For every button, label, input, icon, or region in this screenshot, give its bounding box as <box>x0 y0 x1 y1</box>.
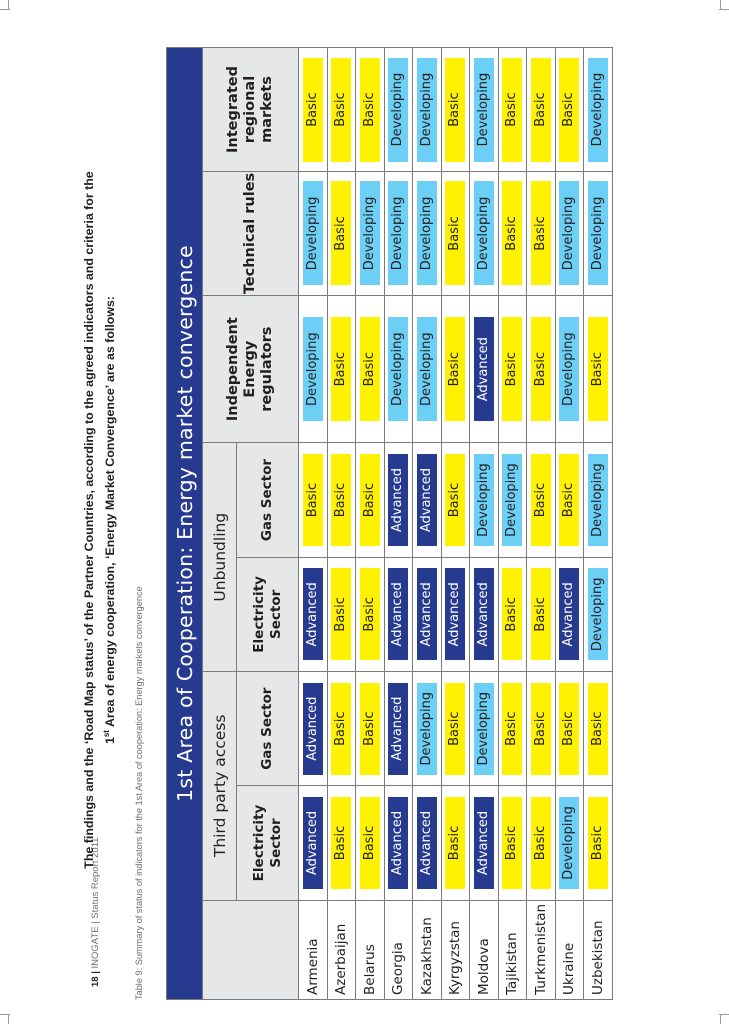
status-badge: Advanced <box>388 683 408 775</box>
status-cell <box>384 295 413 442</box>
status-cell <box>527 48 556 172</box>
status-cell <box>384 786 413 900</box>
status-cell <box>356 786 385 900</box>
table-row <box>441 48 470 1000</box>
status-badge: Developing <box>559 317 579 421</box>
status-badge: Basic <box>360 58 380 162</box>
status-cell <box>299 443 328 557</box>
status-cell <box>527 295 556 442</box>
status-cell <box>470 786 499 900</box>
subheader-tpa-electricity: Electricity Sector <box>237 786 299 900</box>
status-cell <box>299 172 328 296</box>
status-cell <box>498 443 527 557</box>
status-badge: Basic <box>331 683 351 775</box>
status-cell <box>384 443 413 557</box>
crop-mark-top-right-h <box>719 9 729 10</box>
status-badge: Developing <box>388 317 408 421</box>
status-badge: Basic <box>331 58 351 162</box>
status-cell <box>555 786 584 900</box>
status-badge: Basic <box>445 683 465 775</box>
status-badge: Developing <box>559 181 579 285</box>
status-badge: Basic <box>303 454 323 546</box>
status-badge: Basic <box>502 317 522 421</box>
table-row <box>327 48 356 1000</box>
status-badge: Developing <box>474 683 494 775</box>
country-name: Armenia <box>299 900 328 999</box>
status-badge: Basic <box>588 683 608 775</box>
status-cell <box>555 443 584 557</box>
status-cell <box>527 557 556 671</box>
status-badge: Developing <box>474 181 494 285</box>
status-badge: Basic <box>331 317 351 421</box>
status-cell <box>413 48 442 172</box>
status-cell <box>584 48 613 172</box>
status-badge: Developing <box>360 181 380 285</box>
status-cell <box>384 672 413 786</box>
status-cell <box>413 172 442 296</box>
status-badge: Basic <box>502 181 522 285</box>
status-cell <box>527 786 556 900</box>
status-cell <box>384 172 413 296</box>
subheader-unbundling-electricity: Electricity Sector <box>237 557 299 671</box>
status-badge: Basic <box>331 797 351 889</box>
country-name: Azerbaijan <box>327 900 356 999</box>
status-badge: Advanced <box>417 797 437 889</box>
table-row <box>584 48 613 1000</box>
status-cell <box>413 672 442 786</box>
status-cell <box>555 672 584 786</box>
status-badge: Developing <box>417 181 437 285</box>
status-badge: Advanced <box>388 568 408 660</box>
status-cell <box>555 557 584 671</box>
group-technical-rules: Technical rules <box>203 172 299 296</box>
status-badge: Developing <box>588 568 608 660</box>
status-cell <box>327 557 356 671</box>
table-caption: Table 9: Summary of status of indicators for the 1st Area of cooperation: Energy markets convergence <box>134 586 144 1000</box>
status-cell <box>413 443 442 557</box>
status-badge: Advanced <box>417 568 437 660</box>
crop-mark-bottom-right-h <box>719 1014 729 1015</box>
group-integrated-regional-markets: Integrated regional markets <box>203 48 299 172</box>
country-name: Ukraine <box>555 900 584 999</box>
intro-line-2-number: 1 <box>103 737 118 745</box>
status-badge: Basic <box>331 454 351 546</box>
status-cell <box>327 48 356 172</box>
status-cell <box>299 295 328 442</box>
status-badge: Developing <box>588 58 608 162</box>
status-badge: Advanced <box>417 454 437 546</box>
status-cell <box>498 295 527 442</box>
status-cell <box>356 557 385 671</box>
table-row <box>384 48 413 1000</box>
intro-paragraph <box>80 40 119 1000</box>
status-cell <box>470 672 499 786</box>
status-table <box>166 47 613 1000</box>
status-cell <box>384 48 413 172</box>
status-badge: Basic <box>502 58 522 162</box>
group-independent-energy-regulators: Independent Energy regulators <box>203 295 299 442</box>
status-cell <box>299 48 328 172</box>
status-badge: Basic <box>445 797 465 889</box>
status-badge: Basic <box>559 683 579 775</box>
status-badge: Basic <box>360 797 380 889</box>
status-cell <box>527 672 556 786</box>
group-third-party-access: Third party access <box>203 672 237 901</box>
status-cell <box>470 557 499 671</box>
status-cell <box>498 48 527 172</box>
status-badge: Advanced <box>559 568 579 660</box>
status-badge: Basic <box>360 454 380 546</box>
crop-mark-bottom-left-h <box>0 1014 10 1015</box>
status-cell <box>527 443 556 557</box>
status-cell <box>470 443 499 557</box>
status-badge: Advanced <box>388 454 408 546</box>
table-row <box>527 48 556 1000</box>
status-cell <box>498 172 527 296</box>
status-cell <box>470 172 499 296</box>
status-cell <box>299 557 328 671</box>
status-cell <box>470 48 499 172</box>
status-cell <box>555 48 584 172</box>
status-badge: Basic <box>445 454 465 546</box>
status-cell <box>356 672 385 786</box>
status-cell <box>498 786 527 900</box>
status-badge: Basic <box>502 797 522 889</box>
status-cell <box>384 557 413 671</box>
status-cell <box>299 672 328 786</box>
country-name: Kazakhstan <box>413 900 442 999</box>
intro-line-2-superscript: st <box>102 730 111 738</box>
country-name: Georgia <box>384 900 413 999</box>
subheader-tpa-gas: Gas Sector <box>237 672 299 786</box>
status-cell <box>441 172 470 296</box>
crop-mark-bottom-left-v <box>8 1014 9 1024</box>
status-badge: Basic <box>531 454 551 546</box>
status-badge: Developing <box>303 181 323 285</box>
status-cell <box>356 48 385 172</box>
table-row <box>555 48 584 1000</box>
status-cell <box>441 672 470 786</box>
country-name: Uzbekistan <box>584 900 613 999</box>
status-badge: Developing <box>474 454 494 546</box>
country-name: Turkmenistan <box>527 900 556 999</box>
status-cell <box>584 172 613 296</box>
intro-line-2-text: Area of energy cooperation, ‘Energy Market Convergence’ are as follows: <box>103 295 118 731</box>
status-cell <box>441 295 470 442</box>
status-badge: Basic <box>303 58 323 162</box>
status-cell <box>299 786 328 900</box>
status-cell <box>356 172 385 296</box>
status-badge: Advanced <box>474 317 494 421</box>
country-header-blank <box>203 900 299 999</box>
status-badge: Basic <box>531 797 551 889</box>
status-cell <box>527 172 556 296</box>
table-row <box>413 48 442 1000</box>
status-badge: Basic <box>502 683 522 775</box>
status-cell <box>327 295 356 442</box>
crop-mark-top-left-h <box>0 9 10 10</box>
table-title: 1st Area of Cooperation: Energy market convergence <box>167 48 203 1000</box>
status-badge: Basic <box>331 181 351 285</box>
status-cell <box>584 295 613 442</box>
status-cell <box>441 48 470 172</box>
status-cell <box>584 557 613 671</box>
status-badge: Basic <box>531 181 551 285</box>
table-row <box>470 48 499 1000</box>
status-cell <box>413 786 442 900</box>
status-badge: Basic <box>331 568 351 660</box>
status-badge: Developing <box>502 454 522 546</box>
status-badge: Developing <box>588 454 608 546</box>
status-badge: Developing <box>417 58 437 162</box>
rotated-content <box>80 40 640 1000</box>
status-cell <box>441 443 470 557</box>
status-cell <box>327 172 356 296</box>
status-badge: Advanced <box>303 683 323 775</box>
status-badge: Developing <box>474 58 494 162</box>
status-badge: Basic <box>360 683 380 775</box>
status-cell <box>356 295 385 442</box>
status-badge: Advanced <box>474 568 494 660</box>
status-cell <box>555 295 584 442</box>
country-name: Kyrgyzstan <box>441 900 470 999</box>
status-badge: Basic <box>360 317 380 421</box>
table-row <box>299 48 328 1000</box>
status-cell <box>413 295 442 442</box>
country-name: Tajikistan <box>498 900 527 999</box>
status-badge: Advanced <box>474 797 494 889</box>
table-body <box>299 48 613 1000</box>
footer-text: INOGATE | Status Report 2011 <box>90 837 101 969</box>
intro-line-1: The findings and the ‘Road Map status’ of the Partner Countries, according to the agreed indicators and criteria for the <box>82 171 96 869</box>
status-badge: Advanced <box>388 797 408 889</box>
status-badge: Basic <box>531 317 551 421</box>
status-cell <box>327 443 356 557</box>
intro-line-2 <box>98 40 119 1000</box>
status-cell <box>555 172 584 296</box>
table-row <box>498 48 527 1000</box>
status-cell <box>498 672 527 786</box>
table-row <box>356 48 385 1000</box>
status-cell <box>441 557 470 671</box>
status-badge: Basic <box>588 797 608 889</box>
status-cell <box>584 672 613 786</box>
status-cell <box>584 786 613 900</box>
status-badge: Basic <box>559 454 579 546</box>
status-badge: Advanced <box>445 568 465 660</box>
status-badge: Developing <box>588 181 608 285</box>
country-name: Belarus <box>356 900 385 999</box>
status-badge: Basic <box>531 58 551 162</box>
status-badge: Developing <box>388 58 408 162</box>
status-badge: Developing <box>559 797 579 889</box>
subheader-unbundling-gas: Gas Sector <box>237 443 299 557</box>
status-badge: Advanced <box>303 797 323 889</box>
status-cell <box>413 557 442 671</box>
status-cell <box>441 786 470 900</box>
status-badge: Basic <box>531 568 551 660</box>
status-cell <box>327 672 356 786</box>
country-name: Moldova <box>470 900 499 999</box>
status-badge: Basic <box>445 317 465 421</box>
status-badge: Developing <box>303 317 323 421</box>
status-badge: Basic <box>559 58 579 162</box>
status-badge: Basic <box>531 683 551 775</box>
status-cell <box>584 443 613 557</box>
status-badge: Developing <box>417 317 437 421</box>
status-badge: Basic <box>445 58 465 162</box>
footer-separator: | <box>90 968 101 977</box>
status-cell <box>327 786 356 900</box>
status-badge: Developing <box>388 181 408 285</box>
status-cell <box>470 295 499 442</box>
status-badge: Advanced <box>303 568 323 660</box>
status-badge: Basic <box>360 568 380 660</box>
page-number: 18 <box>90 976 101 987</box>
status-cell <box>356 443 385 557</box>
crop-mark-bottom-right-v <box>720 1014 721 1024</box>
status-badge: Basic <box>502 568 522 660</box>
group-unbundling: Unbundling <box>203 443 237 672</box>
status-badge: Basic <box>588 317 608 421</box>
status-badge: Basic <box>445 181 465 285</box>
status-badge: Developing <box>417 683 437 775</box>
status-cell <box>498 557 527 671</box>
